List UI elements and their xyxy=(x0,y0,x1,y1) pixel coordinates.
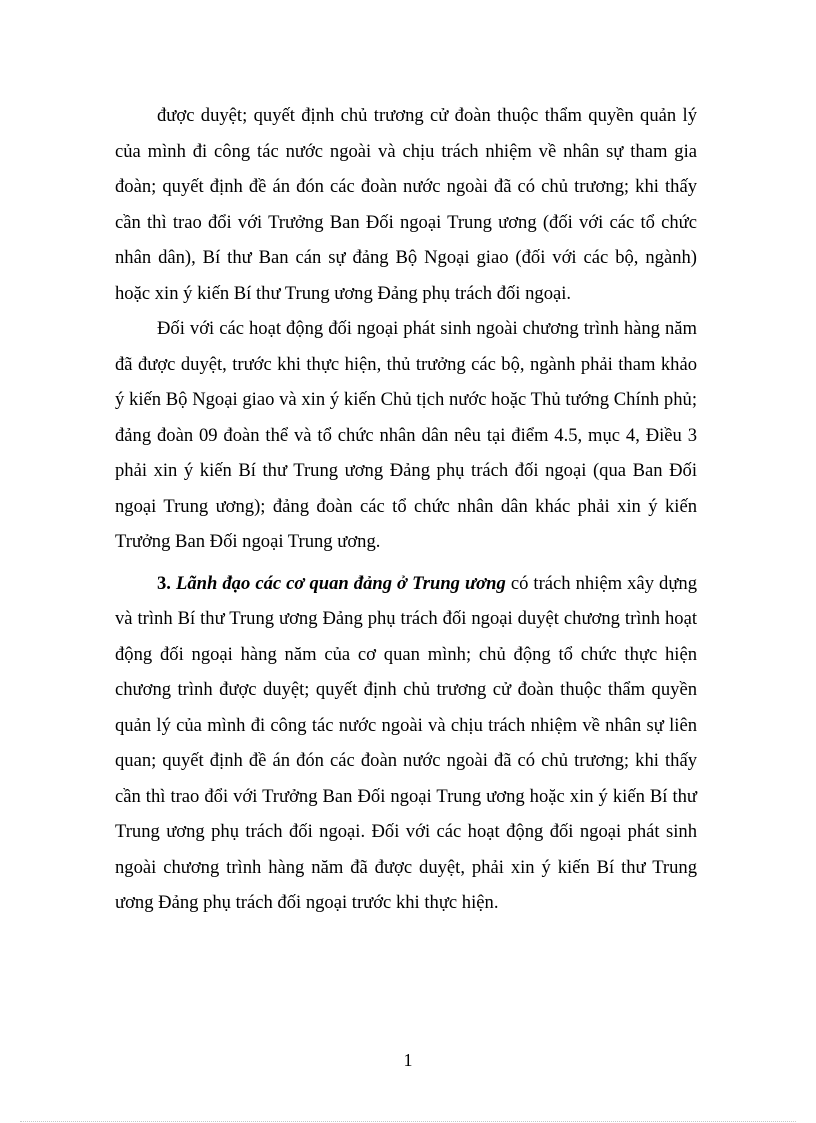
section-3-text: có trách nhiệm xây dựng và trình Bí thư Trung ương Đảng phụ trách đối ngoại duyệt chương trình hoạt động đối ngoại hàng năm của cơ quan mình; chủ động tổ chức thực hiện chương trình được duyệt; quyết định chủ trương cử đoàn thuộc thẩm quyền quản lý của mình đi công tác nước ngoài và chịu trách nhiệm về nhân sự liên quan; quyết định đề án đón các đoàn nước ngoài đã có chủ trương; khi thấy cần thì trao đổi với Trưởng Ban Đối ngoại Trung ương hoặc xin ý kiến Bí thư Trung ương phụ trách đối ngoại. Đối với các hoạt động đối ngoại phát sinh ngoài chương trình hàng năm đã được duyệt, phải xin ý kiến Bí thư Trung ương Đảng phụ trách đối ngoại trước khi thực hiện. xyxy=(115,572,698,913)
section-3-number: 3. xyxy=(157,572,176,594)
document-body xyxy=(115,98,697,921)
paragraph-section-3 xyxy=(115,566,697,921)
page-bottom-divider xyxy=(20,1121,796,1122)
section-3-heading: Lãnh đạo các cơ quan đảng ở Trung ương xyxy=(176,572,506,594)
paragraph-external-activities: Đối với các hoạt động đối ngoại phát sinh ngoài chương trình hàng năm đã được duyệt, trước khi thực hiện, thủ trưởng các bộ, ngành phải tham khảo ý kiến Bộ Ngoại giao và xin ý kiến Chủ tịch nước hoặc Thủ tướng Chính phủ; đảng đoàn 09 đoàn thể và tổ chức nhân dân nêu tại điểm 4.5, mục 4, Điều 3 phải xin ý kiến Bí thư Trung ương Đảng phụ trách đối ngoại (qua Ban Đối ngoại Trung ương); đảng đoàn các tổ chức nhân dân khác phải xin ý kiến Trưởng Ban Đối ngoại Trung ương. xyxy=(115,318,697,552)
page-number: 1 xyxy=(403,1050,413,1070)
paragraph-continuation: được duyệt; quyết định chủ trương cử đoàn thuộc thẩm quyền quản lý của mình đi công tác nước ngoài và chịu trách nhiệm về nhân sự tham gia đoàn; quyết định đề án đón các đoàn nước ngoài đã có chủ trương; khi thấy cần thì trao đổi với Trưởng Ban Đối ngoại Trung ương (đối với các tổ chức nhân dân), Bí thư Ban cán sự đảng Bộ Ngoại giao (đối với các bộ, ngành) hoặc xin ý kiến Bí thư Trung ương Đảng phụ trách đối ngoại. xyxy=(115,105,697,304)
